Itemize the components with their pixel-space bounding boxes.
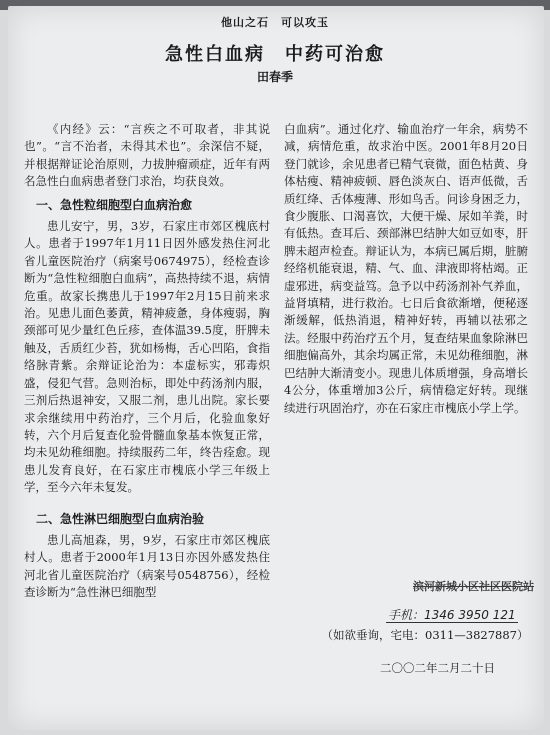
article-title: 急性白血病 中药可治愈: [165, 44, 385, 65]
section1-heading: 一、急性粒细胞型白血病治愈: [36, 197, 193, 212]
column-title: 他山之石 可以攻玉: [221, 16, 329, 29]
handwritten-phone: [310, 606, 540, 623]
section2-body: 患儿高旭森，男，9岁，石家庄市郊区槐底村人。患者于2000年1月13日亦因外感发热住河北省儿童医院治疗（病案号0548756），经检查诊断为“急性淋巴细胞型: [24, 532, 270, 600]
clinic-stamp: 滨河新城小区社区医院站: [413, 580, 534, 593]
author-name: 田春季: [256, 70, 293, 84]
right-column: [284, 121, 528, 417]
handwritten-phone-text: 手机：1346 3950 121: [388, 608, 516, 622]
section2-continued-body: 白血病”。通过化疗、输血治疗一年余，病势不减，病情危重，故求治中医。2001年8月20日登门就诊，余见患者已精气衰微，面色枯黄、身体枯瘦、精神疲顿、唇色淡灰白、语声低微，舌质红绛、舌体瘦薄、形如鸟舌。问诊身困乏力，食少腹胀、口渴喜饮，大便干燥、尿如羊粪，时有低热。查耳后、颈部淋巴结肿大如豆如枣，肝脾未超声检查。辩证认为，本病已属后期，脏腑经络机能衰退，精、气、血、津液即将枯竭。正虚邪进，病变益笃。急予以中药汤剂补气养血，益肾填精，进行救治。七日后食欲渐增，便秘逐渐缓解，低热消退，精神好转，再辅以祛邪之法。经服中药治疗五个月，复查结果血象除淋巴细胞偏高外，其余均属正常，未见幼稚细胞，淋巴结肿大渐清变小。现患儿体质增强，身高增长4公分，体重增加3公斤，病情稳定好转。现继续进行巩固治疗，亦在石家庄市槐底小学上学。: [284, 122, 528, 415]
footer-block: [310, 578, 540, 643]
publication-date: 二〇〇二年二月二十日: [380, 661, 495, 675]
left-column: [24, 121, 270, 602]
section2-heading: 二、急性淋巴细胞型白血病治验: [36, 511, 205, 526]
contact-line: （如欲垂询，宅电：0311—3827887）: [321, 628, 529, 642]
intro-paragraph: 《内经》云：“言疾之不可取者，非其说也”。“言不治者，未得其术也”。余深信不疑，并根据辩证论治原则，力拔肿瘤顽症，近年有两名急性白血病患者登门求治，均获良效。: [24, 122, 270, 189]
section1-body: 患儿安宁，男，3岁，石家庄市郊区槐底村人。患者于1997年1月11日因外感发热住河北省儿童医院治疗（病案号0674975），经检查诊断为“急性粒细胞白血病”，高热持续不退，病情危重。故家长携患儿于1997年2月15日前来求治。见患儿面色萎黄，精神疲惫，身体瘦弱，胸颈部可见少量红色丘疹，查体温39.5度，肝脾未触及，舌质红少苔，犹如杨梅，舌心凹陷，食指络脉青紫。余辩证论治为：本虚标实，邪毒炽盛，侵犯气营。急则治标，即处中药汤剂内服，三剂后热退神安，又服二剂，患儿出院。家长要求余继续用中药治疗，三个月后，化验血象好转，六个月后复查化验骨髓血象基本恢复正常，均未见幼稚细胞。持续服药二年，终告痊愈。现患儿发育良好，在石家庄市槐底小学三年级上学，至今六年未复发。: [24, 219, 270, 495]
